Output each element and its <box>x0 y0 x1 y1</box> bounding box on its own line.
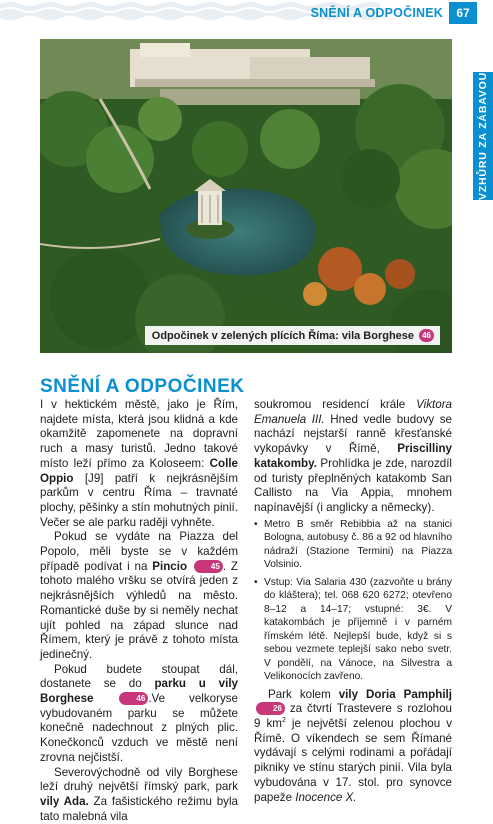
place-name: parku u vily Borghese <box>40 677 239 706</box>
photo-caption <box>145 326 440 345</box>
text-run: Pokud se vydáte na Piazza del Popolo, měli byste se v každém případě podívat i na <box>40 530 238 573</box>
article-column-right <box>254 398 452 805</box>
map-reference-badge: 45 <box>194 560 223 573</box>
page-header <box>0 0 493 28</box>
paragraph <box>254 398 452 516</box>
text-run: Park kolem <box>268 687 339 701</box>
text-run: je největší zelenou plochou v Římě. O víkendech se sem Římané vydávají s celými rodinami a pořádají pikniky ve stínu starých pinií. Vila byla vybudována v 17. stol. pro synovce papeže <box>254 717 452 804</box>
text-run: .Ve velkoryse vybudovaném parku se můžete konečně nadechnout z plných plic. Konečkonců vzduch ve městě není zrovna nejčistší. <box>40 692 238 764</box>
section-title: SNĚNÍ A ODPOČINEK <box>40 376 245 397</box>
text-run: Za fašistického režimu byla tato malebná vila <box>40 794 238 823</box>
place-name: Colle Oppio <box>40 456 238 485</box>
chapter-side-tab <box>473 72 493 200</box>
place-name: vily Ada. <box>40 794 89 808</box>
page-number: 67 <box>449 2 477 24</box>
map-reference-badge: 46 <box>119 692 148 705</box>
person-name: Inocence X. <box>295 790 357 804</box>
text-run: I v hektickém městě, jako je Řím, najdete místa, která jsou klidná a kde okamžitě zapomenete na dopravní ruch a masy turistů. Jedno takové místo leží přímo za Koloseem: <box>40 398 238 470</box>
info-list-item: • Vstup: Via Salaria 430 (zazvoňte u brány do kláštera); tel. 068 620 6272; otevřeno 8–12 a 14–17; vstupné: 3€. V katakombách je příjemně i v parném římském létě. Nejlepší bude, když si s sebou vezmete teplejší sako nebo svetr. V pondělí, na Vánoce, na Silvestra a Velikonocích zavřeno. <box>254 576 452 684</box>
text-run: [J9] patří k nejkrásnějším parkům v centru Říma – travnaté plochy, pěšinky a stín mohutných pinií. Večer se ale parku raději vyhněte. <box>40 471 238 529</box>
paragraph <box>254 688 452 806</box>
text-run: Pokud budete stoupat dál, dostanete se do <box>40 662 238 691</box>
aerial-photo-villa-borghese <box>40 39 452 353</box>
chapter-side-tab-label: VZHŮRU ZA ZÁBAVOU <box>477 72 489 200</box>
running-header-title: SNĚNÍ A ODPOČINEK <box>310 6 443 20</box>
paragraph <box>40 398 238 530</box>
text-run: Prohlídka je zde, narozdíl od turisty přeplněných katakomb San Callisto na Via Appia, mnohem napínavější (i anglicky a německy). <box>254 456 452 514</box>
article-column-left <box>40 398 238 824</box>
paragraph <box>40 766 238 824</box>
place-name: vily Doria Pamphilj <box>338 687 452 701</box>
map-reference-badge: 26 <box>256 702 285 715</box>
info-list-item: • Metro B směr Rebibbia až na stanici Bologna, autobusy č. 86 a 92 od hlavního nádraží (Stazione Termini) na Piazza Volsinio. <box>254 518 452 572</box>
text-run: soukromou residencí krále <box>254 398 417 411</box>
paragraph <box>40 663 238 766</box>
place-name: Priscilliny katakomby. <box>254 442 452 470</box>
info-list <box>254 518 452 684</box>
text-run: Severovýchodně od vily Borghese leží druhý největší římský park, park <box>40 765 238 794</box>
text-run: Hned vedle budovy se nachází nejstarší ranně křesťanské vykopávky v Římě, <box>254 412 453 456</box>
paragraph <box>40 530 238 662</box>
text-run: za čtvrtí Trastevere s rozlohou 9 km <box>254 702 452 731</box>
superscript: 2 <box>281 717 286 725</box>
map-reference-badge: 46 <box>419 329 434 342</box>
text-run: . Z tohoto malého vršku se otvírá jeden z nejkrásnějších výhledů na město. Romantické duše by si neměly nechat ujít pohled na západ slunce nad Římem, který je právě z tohoto místa jedinečný. <box>40 559 238 661</box>
person-name: Viktora Emanuela III. <box>254 398 452 426</box>
park-illustration <box>40 39 452 353</box>
photo-caption-text: Odpočinek v zelených plících Říma: vila Borghese <box>151 330 415 342</box>
place-name: Pincio <box>152 559 188 573</box>
